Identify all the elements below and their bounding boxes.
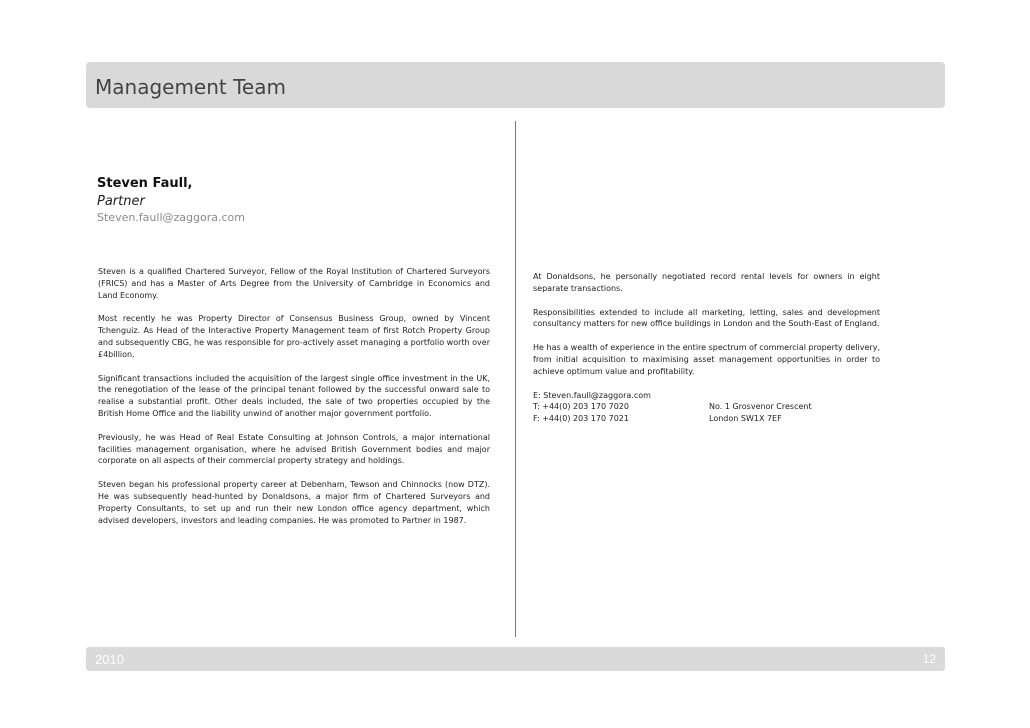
bio-paragraph: Steven began his professional property career at Debenham, Tewson and Chinnocks (now DTZ). He was subsequently head-hunted by Donaldsons, a major firm of Chartered Surveyors and Property Consultants, to set up and run their new London office agency department, which advised developers, investors and leading companies. He was promoted to Partner in 1987. (98, 480, 490, 525)
biography-left-column (98, 266, 490, 538)
bio-paragraph: Responsibilities extended to include all marketing, letting, sales and development consultancy matters for new office buildings in London and the South-East of England. (533, 307, 880, 329)
address-line-1: No. 1 Grosvenor Crescent (709, 402, 812, 412)
footer-bar (86, 647, 945, 671)
contact-phone: T: +44(0) 203 170 7020 (533, 402, 629, 412)
contact-block (533, 390, 880, 425)
person-name: Steven Faull, (97, 176, 193, 191)
profile-block (97, 176, 245, 224)
bio-paragraph: Previously, he was Head of Real Estate Consulting at Johnson Controls, a major international facilities management organisation, where he advised British Government bodies and major corporate on all aspects of their commercial property strategy and holdings. (98, 432, 490, 466)
person-email: Steven.faull@zaggora.com (97, 211, 245, 224)
footer-year: 2010 (95, 652, 124, 667)
bio-paragraph: He has a wealth of experience in the entire spectrum of commercial property delivery, from initial acquisition to maximising asset management opportunities in order to achieve optimum value and profitability. (533, 343, 880, 376)
page-number: 12 (922, 652, 936, 666)
bio-paragraph: Significant transactions included the acquisition of the largest single office investment in the UK, the renegotiation of the lease of the principal tenant followed by the successful onward sale to realise a substantial profit. Other deals included, the sale of two properties occupied by the British Home Office and the liability unwind of another major government portfolio. (98, 373, 490, 418)
header-bar (86, 62, 945, 108)
column-divider (515, 121, 516, 637)
biography-right-column (533, 271, 880, 425)
contact-fax: F: +44(0) 203 170 7021 (533, 414, 629, 424)
page-title: Management Team (95, 75, 286, 99)
bio-paragraph: Steven is a qualified Chartered Surveyor, Fellow of the Royal Institution of Chartered Surveyors (FRICS) and has a Master of Arts Degree from the University of Cambridge in Economics and Land Economy. (98, 267, 490, 300)
contact-email: E: Steven.faull@zaggora.com (533, 390, 651, 400)
address-line-2: London SW1X 7EF (709, 414, 782, 424)
person-role: Partner (97, 194, 145, 209)
bio-paragraph: Most recently he was Property Director of Consensus Business Group, owned by Vincent Tchenguiz. As Head of the Interactive Property Management team of first Rotch Property Group and subsequently CBG, he was responsible for pro-actively asset managing a portfolio worth over £4billion. (98, 314, 490, 359)
bio-paragraph: At Donaldsons, he personally negotiated record rental levels for owners in eight separate transactions. (533, 272, 880, 293)
